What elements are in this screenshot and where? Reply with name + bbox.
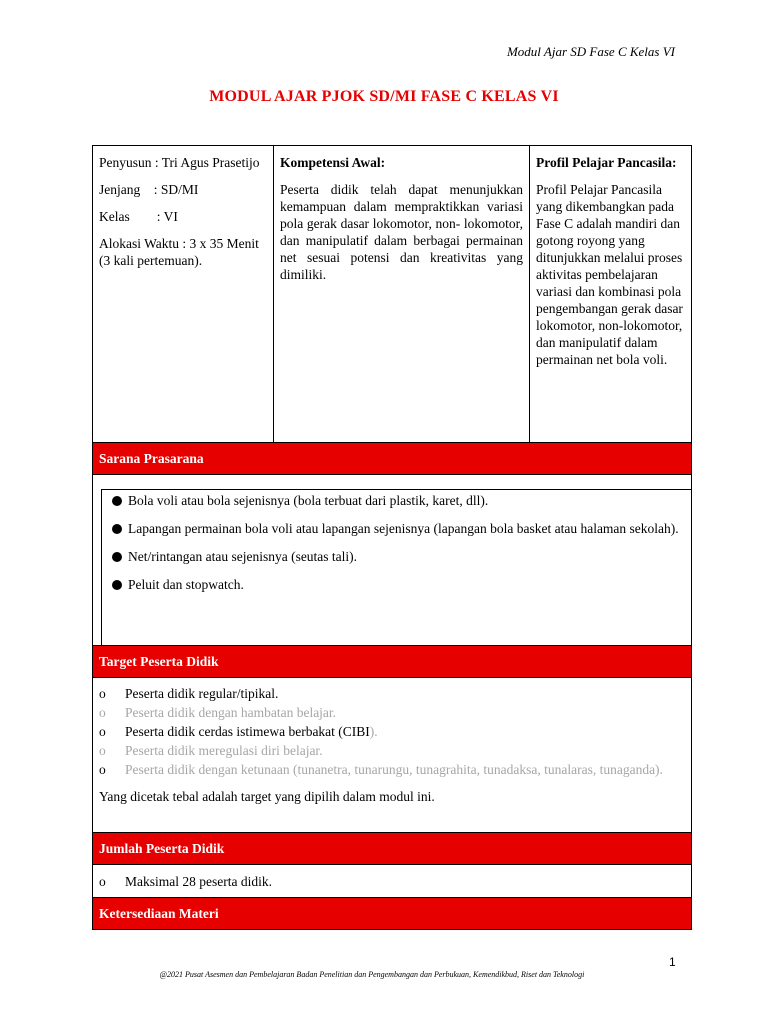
circle-bullet-icon: o — [99, 874, 106, 889]
document-title: MODUL AJAR PJOK SD/MI FASE C KELAS VI — [209, 88, 559, 105]
list-item: o Peserta didik regular/tipikal. — [99, 686, 279, 701]
bullet-icon — [112, 552, 122, 562]
list-item: o Maksimal 28 peserta didik. — [99, 874, 272, 889]
competency-cell — [274, 146, 530, 442]
section-header-materi: Ketersediaan Materi — [93, 898, 691, 929]
bullet-icon — [112, 496, 122, 506]
competency-text: Peserta didik telah dapat menunjukkan kemampuan dalam mempraktikkan variasi pola gerak dasar lokomotor, non- lokomotor, dan manipulatif dalam berbagai permainan net sesuai potensi dan kreativitas yang dimiliki. — [280, 182, 523, 282]
module-table — [92, 145, 692, 930]
running-header: Modul Ajar SD Fase C Kelas VI — [506, 44, 675, 59]
list-item: o Peserta didik meregulasi diri belajar. — [99, 743, 323, 758]
section-header-jumlah: Jumlah Peserta Didik — [93, 833, 691, 865]
circle-bullet-icon: o — [99, 743, 106, 758]
list-item: o Peserta didik dengan hambatan belajar. — [99, 705, 337, 720]
class-line: Kelas : VI — [99, 209, 178, 224]
jumlah-section — [93, 865, 691, 898]
circle-bullet-icon: o — [99, 762, 106, 777]
circle-bullet-icon: o — [99, 705, 106, 720]
sarana-list — [101, 489, 692, 645]
bullet-icon — [112, 524, 122, 534]
section-header-sarana: Sarana Prasarana — [93, 443, 691, 475]
list-item: Peluit dan stopwatch. — [112, 576, 684, 594]
profile-cell — [530, 146, 691, 442]
target-note: Yang dicetak tebal adalah target yang dipilih dalam modul ini. — [99, 789, 435, 804]
bullet-icon — [112, 580, 122, 590]
list-item: Net/rintangan atau sejenisnya (seutas tali). — [112, 548, 684, 566]
identity-cell — [93, 146, 274, 442]
list-item: o Peserta didik cerdas istimewa berbakat (CIBI). — [99, 724, 378, 739]
competency-heading: Kompetensi Awal: — [280, 155, 386, 170]
section-header-target: Target Peserta Didik — [93, 646, 691, 678]
page-number: 1 — [669, 955, 676, 969]
list-item: Bola voli atau bola sejenisnya (bola terbuat dari plastik, karet, dll). — [112, 492, 684, 510]
list-item: Lapangan permainan bola voli atau lapangan sejenisnya (lapangan bola basket atau halaman sekolah). — [112, 520, 684, 538]
circle-bullet-icon: o — [99, 724, 106, 739]
sarana-section — [93, 475, 691, 646]
list-item: o Peserta didik dengan ketunaan (tunanetra, tunarungu, tunagrahita, tunadaksa, tunalaras, tunaganda). — [99, 762, 663, 777]
target-section — [93, 678, 691, 833]
level-line: Jenjang : SD/MI — [99, 182, 199, 197]
profile-heading: Profil Pelajar Pancasila: — [536, 155, 677, 170]
info-row — [93, 146, 691, 443]
time-allocation-line: Alokasi Waktu : 3 x 35 Menit (3 kali pertemuan). — [99, 236, 259, 268]
footer-copyright: @2021 Pusat Asesmen dan Pembelajaran Badan Penelitian dan Pengembangan dan Perbukuan, Kemendikbud, Riset dan Teknologi — [159, 970, 585, 979]
profile-text: Profil Pelajar Pancasila yang dikembangkan pada Fase C adalah mandiri dan gotong royong yang ditunjukkan melalui proses aktivitas pembelajaran variasi dan kombinasi pola pengembangan gerak dasar lokomotor, non-lokomotor, dan manipulatif dalam permainan net bola voli. — [536, 182, 683, 367]
circle-bullet-icon: o — [99, 686, 106, 701]
author-line: Penyusun : Tri Agus Prasetijo — [99, 155, 260, 170]
